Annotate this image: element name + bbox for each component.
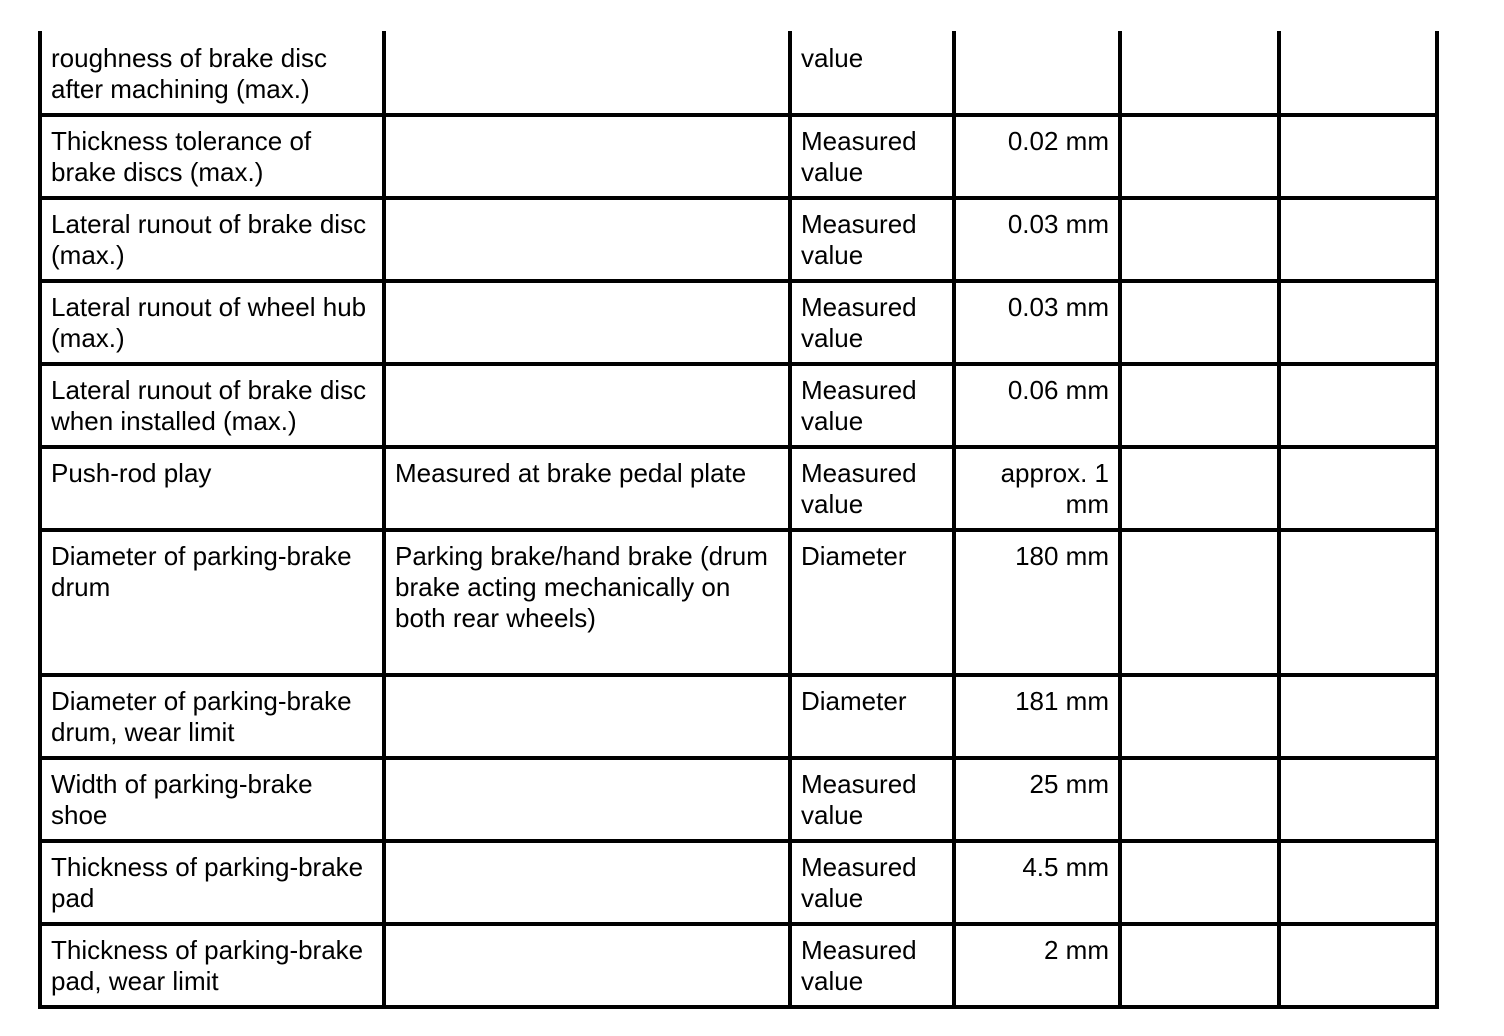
note-cell (384, 31, 790, 115)
table-row (40, 364, 1437, 447)
extra-cell (1279, 115, 1437, 198)
parameter-cell: roughness of brake disc after machining (max.) (40, 31, 384, 115)
note-cell (384, 924, 790, 1007)
extra-cell (1120, 364, 1279, 447)
measurement-type-cell: Measured value (790, 364, 954, 447)
value-cell: 0.06 mm (954, 364, 1120, 447)
extra-cell (1279, 841, 1437, 924)
value-cell: approx. 1 mm (954, 447, 1120, 530)
note-cell (384, 281, 790, 364)
table-row (40, 841, 1437, 924)
extra-cell (1279, 281, 1437, 364)
measurement-type-cell: Measured value (790, 115, 954, 198)
table-row (40, 281, 1437, 364)
value-cell: 0.03 mm (954, 198, 1120, 281)
measurement-type-cell: value (790, 31, 954, 115)
extra-cell (1120, 924, 1279, 1007)
parameter-cell: Thickness tolerance of brake discs (max.) (40, 115, 384, 198)
measurement-type-cell: Measured value (790, 281, 954, 364)
measurement-type-cell: Measured value (790, 924, 954, 1007)
parameter-cell: Diameter of parking-brake drum (40, 530, 384, 675)
extra-cell (1120, 675, 1279, 758)
extra-cell (1120, 530, 1279, 675)
note-cell (384, 198, 790, 281)
extra-cell (1279, 675, 1437, 758)
extra-cell (1120, 31, 1279, 115)
extra-cell (1279, 364, 1437, 447)
extra-cell (1279, 530, 1437, 675)
parameter-cell: Width of parking-brake shoe (40, 758, 384, 841)
parameter-cell: Thickness of parking-brake pad (40, 841, 384, 924)
value-cell: 4.5 mm (954, 841, 1120, 924)
extra-cell (1120, 447, 1279, 530)
table-row (40, 924, 1437, 1007)
note-cell (384, 675, 790, 758)
parameter-cell: Lateral runout of brake disc (max.) (40, 198, 384, 281)
extra-cell (1279, 924, 1437, 1007)
parameter-cell: Lateral runout of wheel hub (max.) (40, 281, 384, 364)
note-cell (384, 758, 790, 841)
note-cell: Parking brake/hand brake (drum brake acting mechanically on both rear wheels) (384, 530, 790, 675)
value-cell (954, 31, 1120, 115)
measurement-type-cell: Measured value (790, 758, 954, 841)
extra-cell (1279, 758, 1437, 841)
table-row (40, 198, 1437, 281)
value-cell: 0.02 mm (954, 115, 1120, 198)
table-row (40, 115, 1437, 198)
table-row (40, 675, 1437, 758)
extra-cell (1279, 198, 1437, 281)
extra-cell (1279, 31, 1437, 115)
parameter-cell: Thickness of parking-brake pad, wear limit (40, 924, 384, 1007)
table-row (40, 758, 1437, 841)
table-row (40, 447, 1437, 530)
parameter-cell: Diameter of parking-brake drum, wear limit (40, 675, 384, 758)
extra-cell (1279, 447, 1437, 530)
measurement-type-cell: Measured value (790, 841, 954, 924)
note-cell (384, 115, 790, 198)
parameter-cell: Push-rod play (40, 447, 384, 530)
extra-cell (1120, 115, 1279, 198)
value-cell: 2 mm (954, 924, 1120, 1007)
measurement-type-cell: Diameter (790, 675, 954, 758)
value-cell: 0.03 mm (954, 281, 1120, 364)
measurement-type-cell: Measured value (790, 198, 954, 281)
value-cell: 181 mm (954, 675, 1120, 758)
measurement-type-cell: Diameter (790, 530, 954, 675)
extra-cell (1120, 198, 1279, 281)
brake-specifications-table (38, 31, 1439, 1009)
extra-cell (1120, 281, 1279, 364)
table-row (40, 31, 1437, 115)
measurement-type-cell: Measured value (790, 447, 954, 530)
extra-cell (1120, 841, 1279, 924)
note-cell (384, 364, 790, 447)
value-cell: 25 mm (954, 758, 1120, 841)
extra-cell (1120, 758, 1279, 841)
value-cell: 180 mm (954, 530, 1120, 675)
table-row (40, 530, 1437, 675)
parameter-cell: Lateral runout of brake disc when installed (max.) (40, 364, 384, 447)
note-cell: Measured at brake pedal plate (384, 447, 790, 530)
note-cell (384, 841, 790, 924)
